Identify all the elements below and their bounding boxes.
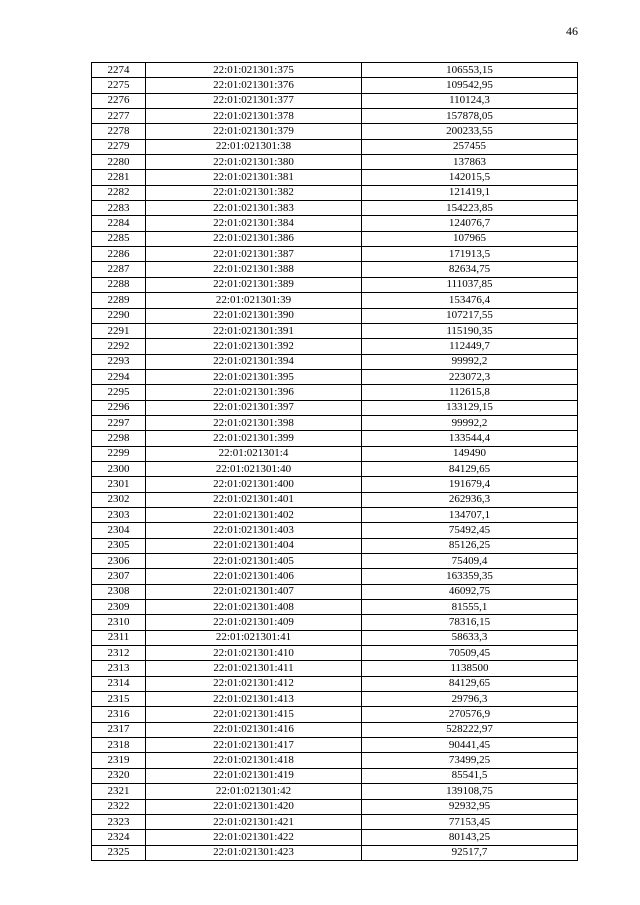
table-row xyxy=(92,369,578,384)
value-cell: 257455 xyxy=(362,139,578,154)
table-row xyxy=(92,277,578,292)
cadastral-number-cell: 22:01:021301:398 xyxy=(146,415,362,430)
value-cell: 99992,2 xyxy=(362,415,578,430)
value-cell: 163359,35 xyxy=(362,569,578,584)
cadastral-number-cell: 22:01:021301:422 xyxy=(146,830,362,845)
value-cell: 80143,25 xyxy=(362,830,578,845)
table-row xyxy=(92,569,578,584)
cadastral-number-cell: 22:01:021301:375 xyxy=(146,63,362,78)
table-row xyxy=(92,231,578,246)
row-number-cell: 2288 xyxy=(92,277,146,292)
table-row xyxy=(92,170,578,185)
value-cell: 46092,75 xyxy=(362,584,578,599)
table-row xyxy=(92,63,578,78)
row-number-cell: 2323 xyxy=(92,814,146,829)
cadastral-number-cell: 22:01:021301:405 xyxy=(146,554,362,569)
table-row xyxy=(92,109,578,124)
value-cell: 75492,45 xyxy=(362,523,578,538)
value-cell: 84129,65 xyxy=(362,676,578,691)
table-row xyxy=(92,523,578,538)
row-number-cell: 2289 xyxy=(92,293,146,308)
row-number-cell: 2315 xyxy=(92,692,146,707)
value-cell: 262936,3 xyxy=(362,492,578,507)
row-number-cell: 2297 xyxy=(92,415,146,430)
cadastral-number-cell: 22:01:021301:380 xyxy=(146,155,362,170)
table-row xyxy=(92,308,578,323)
cadastral-number-cell: 22:01:021301:389 xyxy=(146,277,362,292)
row-number-cell: 2301 xyxy=(92,477,146,492)
cadastral-number-cell: 22:01:021301:408 xyxy=(146,600,362,615)
value-cell: 85126,25 xyxy=(362,538,578,553)
row-number-cell: 2276 xyxy=(92,93,146,108)
row-number-cell: 2277 xyxy=(92,109,146,124)
table-row xyxy=(92,415,578,430)
cadastral-value-table xyxy=(91,62,578,861)
table-row xyxy=(92,124,578,139)
cadastral-number-cell: 22:01:021301:386 xyxy=(146,231,362,246)
table-row xyxy=(92,93,578,108)
row-number-cell: 2307 xyxy=(92,569,146,584)
row-number-cell: 2291 xyxy=(92,323,146,338)
value-cell: 70509,45 xyxy=(362,646,578,661)
row-number-cell: 2290 xyxy=(92,308,146,323)
table-row xyxy=(92,431,578,446)
cadastral-number-cell: 22:01:021301:421 xyxy=(146,814,362,829)
cadastral-number-cell: 22:01:021301:412 xyxy=(146,676,362,691)
cadastral-number-cell: 22:01:021301:399 xyxy=(146,431,362,446)
cadastral-number-cell: 22:01:021301:409 xyxy=(146,615,362,630)
value-cell: 142015,5 xyxy=(362,170,578,185)
value-cell: 223072,3 xyxy=(362,369,578,384)
table-row xyxy=(92,784,578,799)
cadastral-number-cell: 22:01:021301:40 xyxy=(146,461,362,476)
value-cell: 1138500 xyxy=(362,661,578,676)
cadastral-number-cell: 22:01:021301:417 xyxy=(146,738,362,753)
row-number-cell: 2295 xyxy=(92,385,146,400)
table-row xyxy=(92,385,578,400)
cadastral-number-cell: 22:01:021301:383 xyxy=(146,201,362,216)
value-cell: 75409,4 xyxy=(362,554,578,569)
table-row xyxy=(92,339,578,354)
table-row xyxy=(92,692,578,707)
row-number-cell: 2304 xyxy=(92,523,146,538)
table-row xyxy=(92,676,578,691)
table-row xyxy=(92,201,578,216)
row-number-cell: 2292 xyxy=(92,339,146,354)
cadastral-number-cell: 22:01:021301:382 xyxy=(146,185,362,200)
cadastral-number-cell: 22:01:021301:390 xyxy=(146,308,362,323)
value-cell: 115190,35 xyxy=(362,323,578,338)
table-row xyxy=(92,738,578,753)
table-row xyxy=(92,799,578,814)
value-cell: 112615,8 xyxy=(362,385,578,400)
value-cell: 106553,15 xyxy=(362,63,578,78)
cadastral-number-cell: 22:01:021301:397 xyxy=(146,400,362,415)
cadastral-number-cell: 22:01:021301:39 xyxy=(146,293,362,308)
row-number-cell: 2313 xyxy=(92,661,146,676)
row-number-cell: 2281 xyxy=(92,170,146,185)
cadastral-number-cell: 22:01:021301:378 xyxy=(146,109,362,124)
value-cell: 270576,9 xyxy=(362,707,578,722)
cadastral-number-cell: 22:01:021301:406 xyxy=(146,569,362,584)
cadastral-number-cell: 22:01:021301:376 xyxy=(146,78,362,93)
row-number-cell: 2286 xyxy=(92,247,146,262)
row-number-cell: 2321 xyxy=(92,784,146,799)
table-row xyxy=(92,247,578,262)
cadastral-number-cell: 22:01:021301:400 xyxy=(146,477,362,492)
row-number-cell: 2282 xyxy=(92,185,146,200)
table-row xyxy=(92,814,578,829)
cadastral-number-cell: 22:01:021301:413 xyxy=(146,692,362,707)
row-number-cell: 2279 xyxy=(92,139,146,154)
cadastral-number-cell: 22:01:021301:391 xyxy=(146,323,362,338)
table-row xyxy=(92,78,578,93)
row-number-cell: 2283 xyxy=(92,201,146,216)
cadastral-number-cell: 22:01:021301:42 xyxy=(146,784,362,799)
row-number-cell: 2324 xyxy=(92,830,146,845)
value-cell: 77153,45 xyxy=(362,814,578,829)
cadastral-number-cell: 22:01:021301:38 xyxy=(146,139,362,154)
value-cell: 139108,75 xyxy=(362,784,578,799)
table-row xyxy=(92,584,578,599)
row-number-cell: 2296 xyxy=(92,400,146,415)
value-cell: 112449,7 xyxy=(362,339,578,354)
cadastral-number-cell: 22:01:021301:402 xyxy=(146,507,362,522)
value-cell: 29796,3 xyxy=(362,692,578,707)
row-number-cell: 2274 xyxy=(92,63,146,78)
value-cell: 92517,7 xyxy=(362,845,578,860)
table-row xyxy=(92,400,578,415)
table-body xyxy=(92,63,578,861)
table-row xyxy=(92,477,578,492)
row-number-cell: 2284 xyxy=(92,216,146,231)
value-cell: 191679,4 xyxy=(362,477,578,492)
row-number-cell: 2293 xyxy=(92,354,146,369)
value-cell: 78316,15 xyxy=(362,615,578,630)
table-row xyxy=(92,615,578,630)
row-number-cell: 2285 xyxy=(92,231,146,246)
table-row xyxy=(92,293,578,308)
table-row xyxy=(92,446,578,461)
value-cell: 82634,75 xyxy=(362,262,578,277)
table-row xyxy=(92,707,578,722)
cadastral-number-cell: 22:01:021301:407 xyxy=(146,584,362,599)
page-number: 46 xyxy=(566,24,578,38)
table-row xyxy=(92,461,578,476)
table-row xyxy=(92,538,578,553)
cadastral-number-cell: 22:01:021301:396 xyxy=(146,385,362,400)
row-number-cell: 2319 xyxy=(92,753,146,768)
row-number-cell: 2275 xyxy=(92,78,146,93)
cadastral-number-cell: 22:01:021301:392 xyxy=(146,339,362,354)
table-row xyxy=(92,830,578,845)
value-cell: 154223,85 xyxy=(362,201,578,216)
value-cell: 137863 xyxy=(362,155,578,170)
table-row xyxy=(92,492,578,507)
value-cell: 528222,97 xyxy=(362,722,578,737)
row-number-cell: 2322 xyxy=(92,799,146,814)
row-number-cell: 2308 xyxy=(92,584,146,599)
table-row xyxy=(92,768,578,783)
row-number-cell: 2314 xyxy=(92,676,146,691)
value-cell: 149490 xyxy=(362,446,578,461)
cadastral-number-cell: 22:01:021301:381 xyxy=(146,170,362,185)
cadastral-number-cell: 22:01:021301:410 xyxy=(146,646,362,661)
value-cell: 111037,85 xyxy=(362,277,578,292)
row-number-cell: 2302 xyxy=(92,492,146,507)
value-cell: 133544,4 xyxy=(362,431,578,446)
cadastral-number-cell: 22:01:021301:404 xyxy=(146,538,362,553)
cadastral-number-cell: 22:01:021301:420 xyxy=(146,799,362,814)
cadastral-number-cell: 22:01:021301:388 xyxy=(146,262,362,277)
cadastral-number-cell: 22:01:021301:379 xyxy=(146,124,362,139)
row-number-cell: 2298 xyxy=(92,431,146,446)
row-number-cell: 2287 xyxy=(92,262,146,277)
value-cell: 124076,7 xyxy=(362,216,578,231)
cadastral-number-cell: 22:01:021301:387 xyxy=(146,247,362,262)
row-number-cell: 2309 xyxy=(92,600,146,615)
row-number-cell: 2305 xyxy=(92,538,146,553)
value-cell: 200233,55 xyxy=(362,124,578,139)
row-number-cell: 2317 xyxy=(92,722,146,737)
row-number-cell: 2300 xyxy=(92,461,146,476)
cadastral-number-cell: 22:01:021301:4 xyxy=(146,446,362,461)
row-number-cell: 2280 xyxy=(92,155,146,170)
table-row xyxy=(92,753,578,768)
row-number-cell: 2310 xyxy=(92,615,146,630)
table-row xyxy=(92,845,578,860)
row-number-cell: 2303 xyxy=(92,507,146,522)
table-row xyxy=(92,600,578,615)
row-number-cell: 2299 xyxy=(92,446,146,461)
cadastral-number-cell: 22:01:021301:401 xyxy=(146,492,362,507)
table-row xyxy=(92,507,578,522)
value-cell: 110124,3 xyxy=(362,93,578,108)
value-cell: 134707,1 xyxy=(362,507,578,522)
value-cell: 99992,2 xyxy=(362,354,578,369)
table-row xyxy=(92,155,578,170)
cadastral-number-cell: 22:01:021301:403 xyxy=(146,523,362,538)
row-number-cell: 2318 xyxy=(92,738,146,753)
row-number-cell: 2306 xyxy=(92,554,146,569)
row-number-cell: 2316 xyxy=(92,707,146,722)
value-cell: 153476,4 xyxy=(362,293,578,308)
value-cell: 107965 xyxy=(362,231,578,246)
value-cell: 109542,95 xyxy=(362,78,578,93)
row-number-cell: 2320 xyxy=(92,768,146,783)
value-cell: 58633,3 xyxy=(362,630,578,645)
value-cell: 92932,95 xyxy=(362,799,578,814)
table-row xyxy=(92,630,578,645)
value-cell: 84129,65 xyxy=(362,461,578,476)
row-number-cell: 2311 xyxy=(92,630,146,645)
cadastral-number-cell: 22:01:021301:423 xyxy=(146,845,362,860)
cadastral-number-cell: 22:01:021301:415 xyxy=(146,707,362,722)
cadastral-number-cell: 22:01:021301:416 xyxy=(146,722,362,737)
value-cell: 121419,1 xyxy=(362,185,578,200)
table-row xyxy=(92,661,578,676)
row-number-cell: 2278 xyxy=(92,124,146,139)
cadastral-number-cell: 22:01:021301:394 xyxy=(146,354,362,369)
value-cell: 171913,5 xyxy=(362,247,578,262)
row-number-cell: 2325 xyxy=(92,845,146,860)
table-row xyxy=(92,262,578,277)
value-cell: 157878,05 xyxy=(362,109,578,124)
table-row xyxy=(92,139,578,154)
value-cell: 73499,25 xyxy=(362,753,578,768)
cadastral-number-cell: 22:01:021301:395 xyxy=(146,369,362,384)
value-cell: 85541,5 xyxy=(362,768,578,783)
table-row xyxy=(92,185,578,200)
table-row xyxy=(92,646,578,661)
cadastral-number-cell: 22:01:021301:419 xyxy=(146,768,362,783)
cadastral-number-cell: 22:01:021301:384 xyxy=(146,216,362,231)
value-cell: 81555,1 xyxy=(362,600,578,615)
table-row xyxy=(92,554,578,569)
value-cell: 133129,15 xyxy=(362,400,578,415)
cadastral-number-cell: 22:01:021301:377 xyxy=(146,93,362,108)
table-row xyxy=(92,722,578,737)
table-row xyxy=(92,354,578,369)
value-cell: 107217,55 xyxy=(362,308,578,323)
table-row xyxy=(92,323,578,338)
cadastral-number-cell: 22:01:021301:41 xyxy=(146,630,362,645)
cadastral-number-cell: 22:01:021301:411 xyxy=(146,661,362,676)
row-number-cell: 2294 xyxy=(92,369,146,384)
value-cell: 90441,45 xyxy=(362,738,578,753)
row-number-cell: 2312 xyxy=(92,646,146,661)
cadastral-number-cell: 22:01:021301:418 xyxy=(146,753,362,768)
table-row xyxy=(92,216,578,231)
